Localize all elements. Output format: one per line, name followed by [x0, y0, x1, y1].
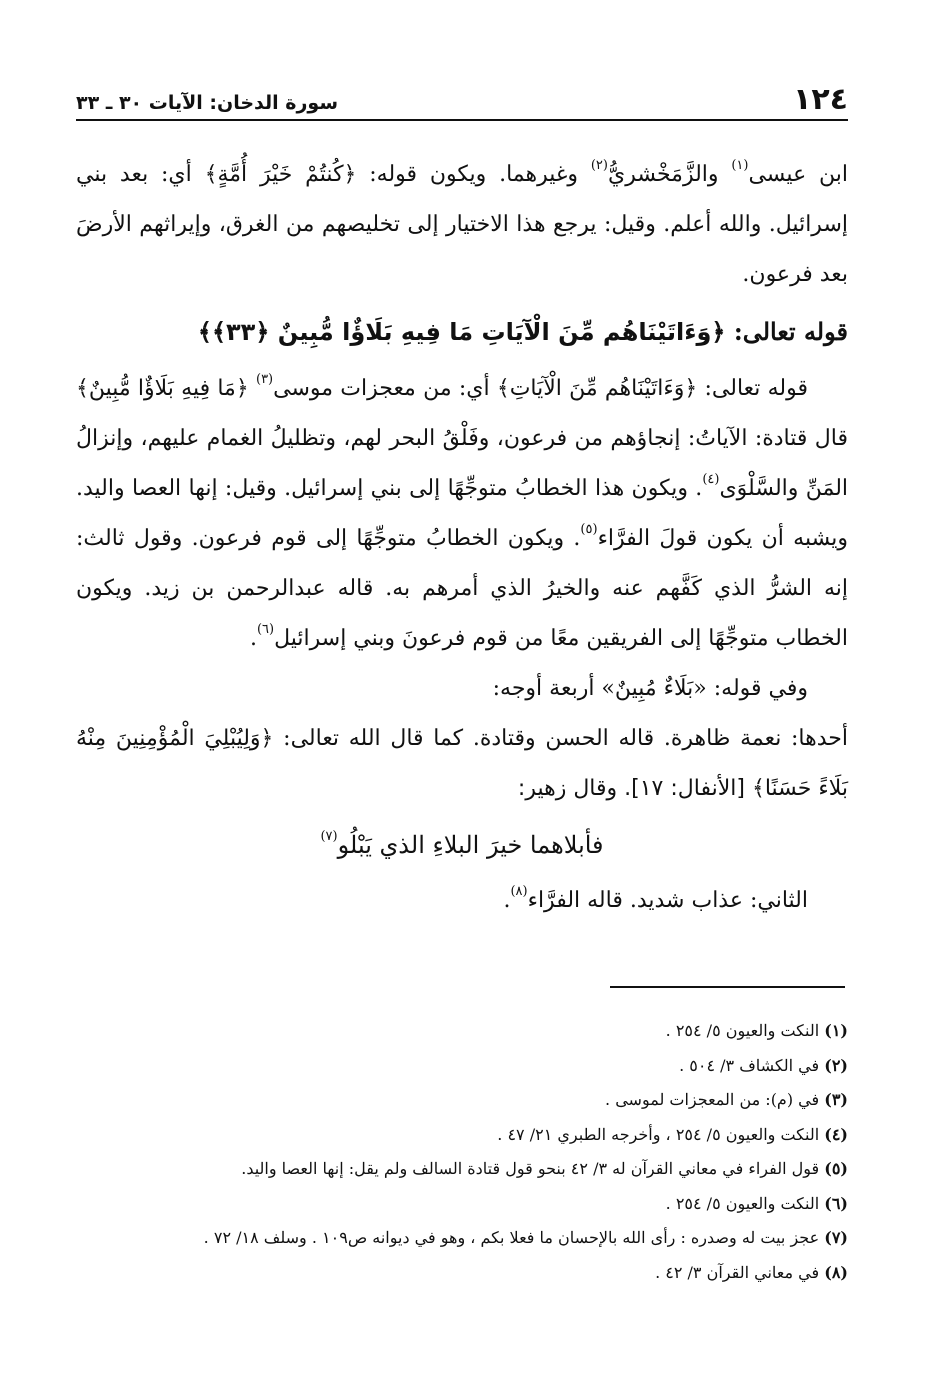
text-run: قال قتادة: الآياتُ: إنجاؤهم من فرعون، وفَلْقُ البحر لهم، وتظليلُ الغمام عليهم، وإنزالُ المَنِّ والسَّلْوَى	[76, 426, 849, 501]
text-run: والزَّمَخْشريُّ	[607, 162, 732, 187]
text-run: ابن عيسى	[748, 162, 848, 187]
footnote-number: (٨)	[824, 1262, 848, 1282]
footnote-ref-3: (٣)	[255, 371, 274, 387]
quran-quote: ﴿مَا فِيهِ بَلَاؤٌا مُّبِينٌ﴾	[76, 376, 249, 401]
footnote-text: قول الفراء في معاني القرآن له ٣/ ٤٢ بنحو قول قتادة السالف ولم يقل: إنها العصا واليد.	[241, 1159, 820, 1178]
text-run: أحدها: نعمة ظاهرة. قاله الحسن وقتادة. كما قال الله تعالى:	[273, 726, 848, 751]
text-run: أي: بعد بني إسرائيل. والله أعلم. وقيل: يرجع هذا الاختيار إلى تخليصهم من الغرق، وإيراثهم الأرضَ بعد فرعون.	[76, 162, 848, 287]
paragraph-1	[76, 150, 848, 300]
footnote-ref-8: (٨)	[510, 883, 528, 899]
footnote-text: في (م): من المعجزات لموسى .	[605, 1090, 820, 1109]
footnote-number: (٧)	[824, 1228, 848, 1247]
text-run: .	[503, 888, 511, 913]
paragraph-5	[76, 876, 848, 926]
footnote-text: النكت والعيون ٥/ ٢٥٤ ، وأخرجه الطبري ٢١/ ٤٧ .	[497, 1124, 820, 1144]
footnote-text: في الكشاف ٣/ ٥٠٤ .	[679, 1055, 820, 1075]
page-header	[76, 78, 848, 118]
footnote	[76, 1014, 848, 1049]
paragraph-2	[76, 364, 848, 664]
quran-quote: ﴿وَءَاتَيْنَاهُم مِّنَ الْآيَاتِ﴾	[496, 376, 698, 401]
footnote-ref-7: (٧)	[320, 829, 338, 844]
text-run: الثاني: عذاب شديد. قاله الفرَّاء	[527, 888, 808, 913]
footnote-number: (٤)	[824, 1124, 848, 1144]
paragraph-4	[76, 714, 848, 814]
footnote-number: (٣)	[824, 1090, 848, 1109]
footnote-divider	[610, 986, 845, 988]
page-number: ١٢٤	[793, 82, 848, 117]
running-title: سورة الدخان: الآيات ٣٠ ـ ٣٣	[76, 92, 339, 114]
main-text	[76, 150, 848, 926]
verse-heading	[76, 300, 848, 364]
text-run: أي: من معجزات موسى	[273, 376, 497, 401]
footnote-text: عجز بيت له وصدره : رأى الله بالإحسان ما فعلا بكم ، وهو في ديوانه ص١٠٩ . وسلف ١٨/ ٧٢ .	[203, 1228, 820, 1247]
footnote-number: (٦)	[824, 1193, 848, 1213]
heading-label: قوله تعالى:	[725, 317, 848, 346]
footnote-text: النكت والعيون ٥/ ٢٥٤ .	[665, 1193, 820, 1213]
text-run: . ويكون الخطابُ متوجِّهًا إلى قوم فرعون. وقول ثالث: إنه الشرُّ الذي كَفَّهم عنه والخيرُ الذي أمرهم به. قاله عبدالرحمن بن زيد. ويكون الخطاب متوجِّهًا إلى الفريقين معًا من قوم فرعونَ وبني إسرائيل	[76, 526, 848, 651]
footnote	[76, 1083, 848, 1118]
footnote-number: (٥)	[824, 1159, 848, 1178]
footnote	[76, 1187, 848, 1222]
footnote-text: في معاني القرآن ٣/ ٤٢ .	[655, 1262, 820, 1282]
footnote	[76, 1221, 848, 1256]
text-run: . ويكون هذا الخطابُ متوجِّهًا إلى بني إسرائيل. وقيل: إنها العصا واليد. ويشبه أن يكون قولَ الفرَّاء	[76, 476, 848, 551]
footnote	[76, 1049, 848, 1084]
text-run: قوله تعالى:	[697, 376, 808, 401]
text-run	[249, 376, 256, 401]
quran-quote: ﴿وَلِيُبْلِيَ الْمُؤْمِنِينَ مِنْهُ بَلَاءً حَسَنًا﴾	[76, 726, 848, 801]
footnote-number: (٢)	[824, 1055, 848, 1075]
footnotes	[76, 1014, 848, 1290]
footnote-ref-5: (٥)	[580, 521, 598, 537]
poetry-verse	[76, 814, 848, 876]
footnote-number: (١)	[824, 1021, 848, 1040]
footnote-ref-2: (٢)	[590, 157, 608, 173]
text-run: .	[249, 626, 257, 651]
footnote-ref-1: (١)	[731, 157, 749, 173]
footnote-ref-4: (٤)	[702, 471, 720, 487]
footnote-text: النكت والعيون ٥/ ٢٥٤ .	[665, 1021, 820, 1040]
heading-verse: ﴿وَءَاتَيْنَاهُم مِّنَ الْآيَاتِ مَا فِيهِ بَلَاؤٌا مُّبِينٌ ﴿٣٣﴾﴾	[197, 318, 726, 346]
footnote	[76, 1256, 848, 1291]
verse-text: فأبلاهما خيرَ البلاءِ الذي يَبْلُو	[337, 831, 604, 859]
footnote	[76, 1118, 848, 1153]
text-run: وغيرهما. ويكون قوله:	[356, 162, 591, 187]
header-divider	[76, 119, 848, 121]
paragraph-3: وفي قوله: «بَلَاءٌ مُبِينٌ» أربعة أوجه:	[492, 676, 808, 701]
footnote	[76, 1152, 848, 1187]
text-run: [الأنفال: ١٧]. وقال زهير:	[517, 776, 752, 801]
quran-quote: ﴿كُنتُمْ خَيْرَ أُمَّةٍ﴾	[204, 162, 357, 187]
footnote-ref-6: (٦)	[256, 621, 275, 637]
